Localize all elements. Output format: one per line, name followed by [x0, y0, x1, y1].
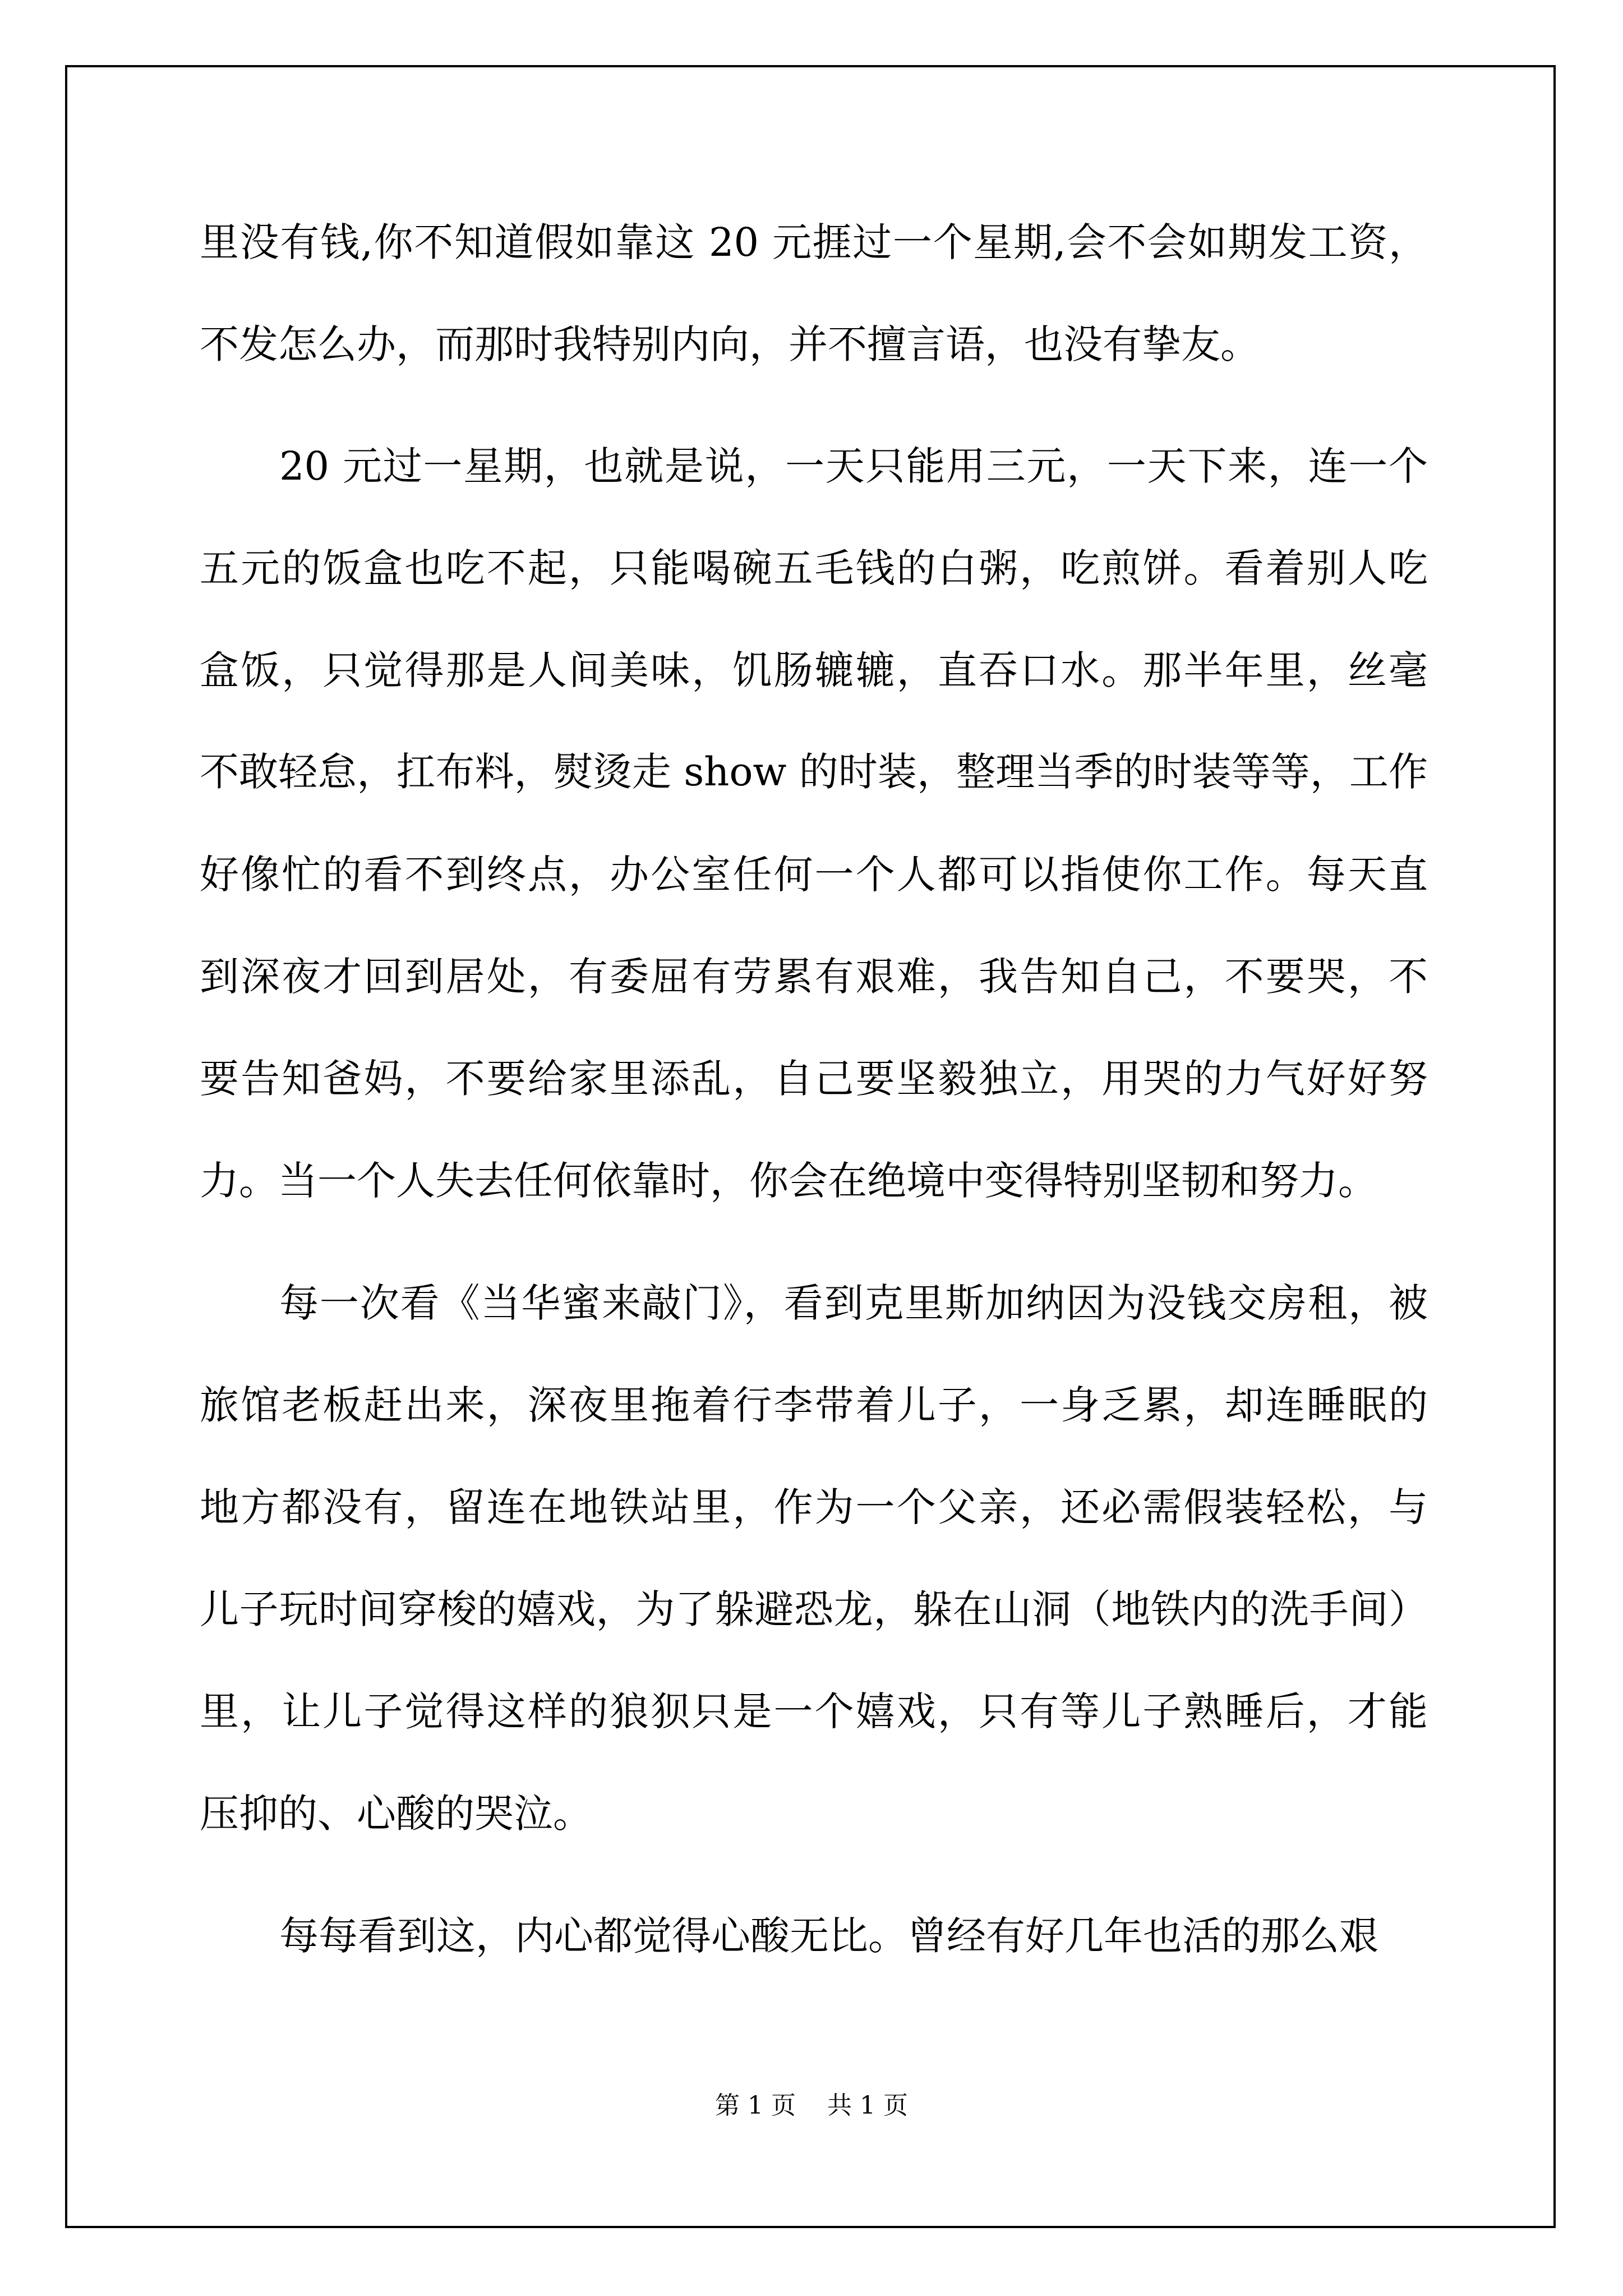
body-line-16: 压抑的、心酸的哭泣。	[200, 1791, 592, 1837]
body-line-10: 力。当一个人失去任何依靠时，你会在绝境中变得特别坚韧和努力。	[200, 1158, 1377, 1204]
body-line-11: 每一次看《当华蜜来敲门》，看到克里斯加纳因为没钱交房租，被	[279, 1280, 1428, 1326]
body-line-17: 每每看到这，内心都觉得心酸无比。曾经有好几年也活的那么艰	[279, 1913, 1378, 1959]
body-line-6: 不敢轻怠，扛布料，熨烫走 show 的时装，整理当季的时装等等，工作	[200, 749, 1428, 795]
body-line-3: 20 元过一星期，也就是说，一天只能用三元，一天下来，连一个	[279, 443, 1428, 489]
body-line-12: 旅馆老板赶出来，深夜里拖着行李带着儿子，一身乏累，却连睡眠的	[200, 1382, 1428, 1428]
page-number-total: 共 1 页	[827, 2091, 908, 2120]
body-line-9: 要告知爸妈，不要给家里添乱，自己要坚毅独立，用哭的力气好好努	[200, 1056, 1428, 1102]
body-line-7: 好像忙的看不到终点，办公室任何一个人都可以指使你工作。每天直	[200, 852, 1428, 898]
page-number-current: 第 1 页	[715, 2091, 796, 2120]
body-line-1: 里没有钱,你不知道假如靠这 20 元捱过一个星期,会不会如期发工资，	[200, 219, 1428, 265]
page-border	[65, 65, 1556, 2228]
body-line-14: 儿子玩时间穿梭的嬉戏，为了躲避恐龙，躲在山洞（地铁内的洗手间）	[200, 1586, 1428, 1632]
body-line-8: 到深夜才回到居处，有委屈有劳累有艰难，我告知自己，不要哭，不	[200, 954, 1428, 1000]
body-line-5: 盒饭，只觉得那是人间美味，饥肠辘辘，直吞口水。那半年里，丝毫	[200, 647, 1428, 693]
page-footer	[0, 2089, 1623, 2123]
body-line-4: 五元的饭盒也吃不起，只能喝碗五毛钱的白粥，吃煎饼。看着别人吃	[200, 545, 1428, 591]
body-line-2: 不发怎么办，而那时我特别内向，并不擅言语，也没有挚友。	[200, 321, 1260, 367]
body-line-13: 地方都没有，留连在地铁站里，作为一个父亲，还必需假装轻松，与	[200, 1484, 1428, 1530]
body-line-15: 里，让儿子觉得这样的狼狈只是一个嬉戏，只有等儿子熟睡后，才能	[200, 1688, 1428, 1734]
